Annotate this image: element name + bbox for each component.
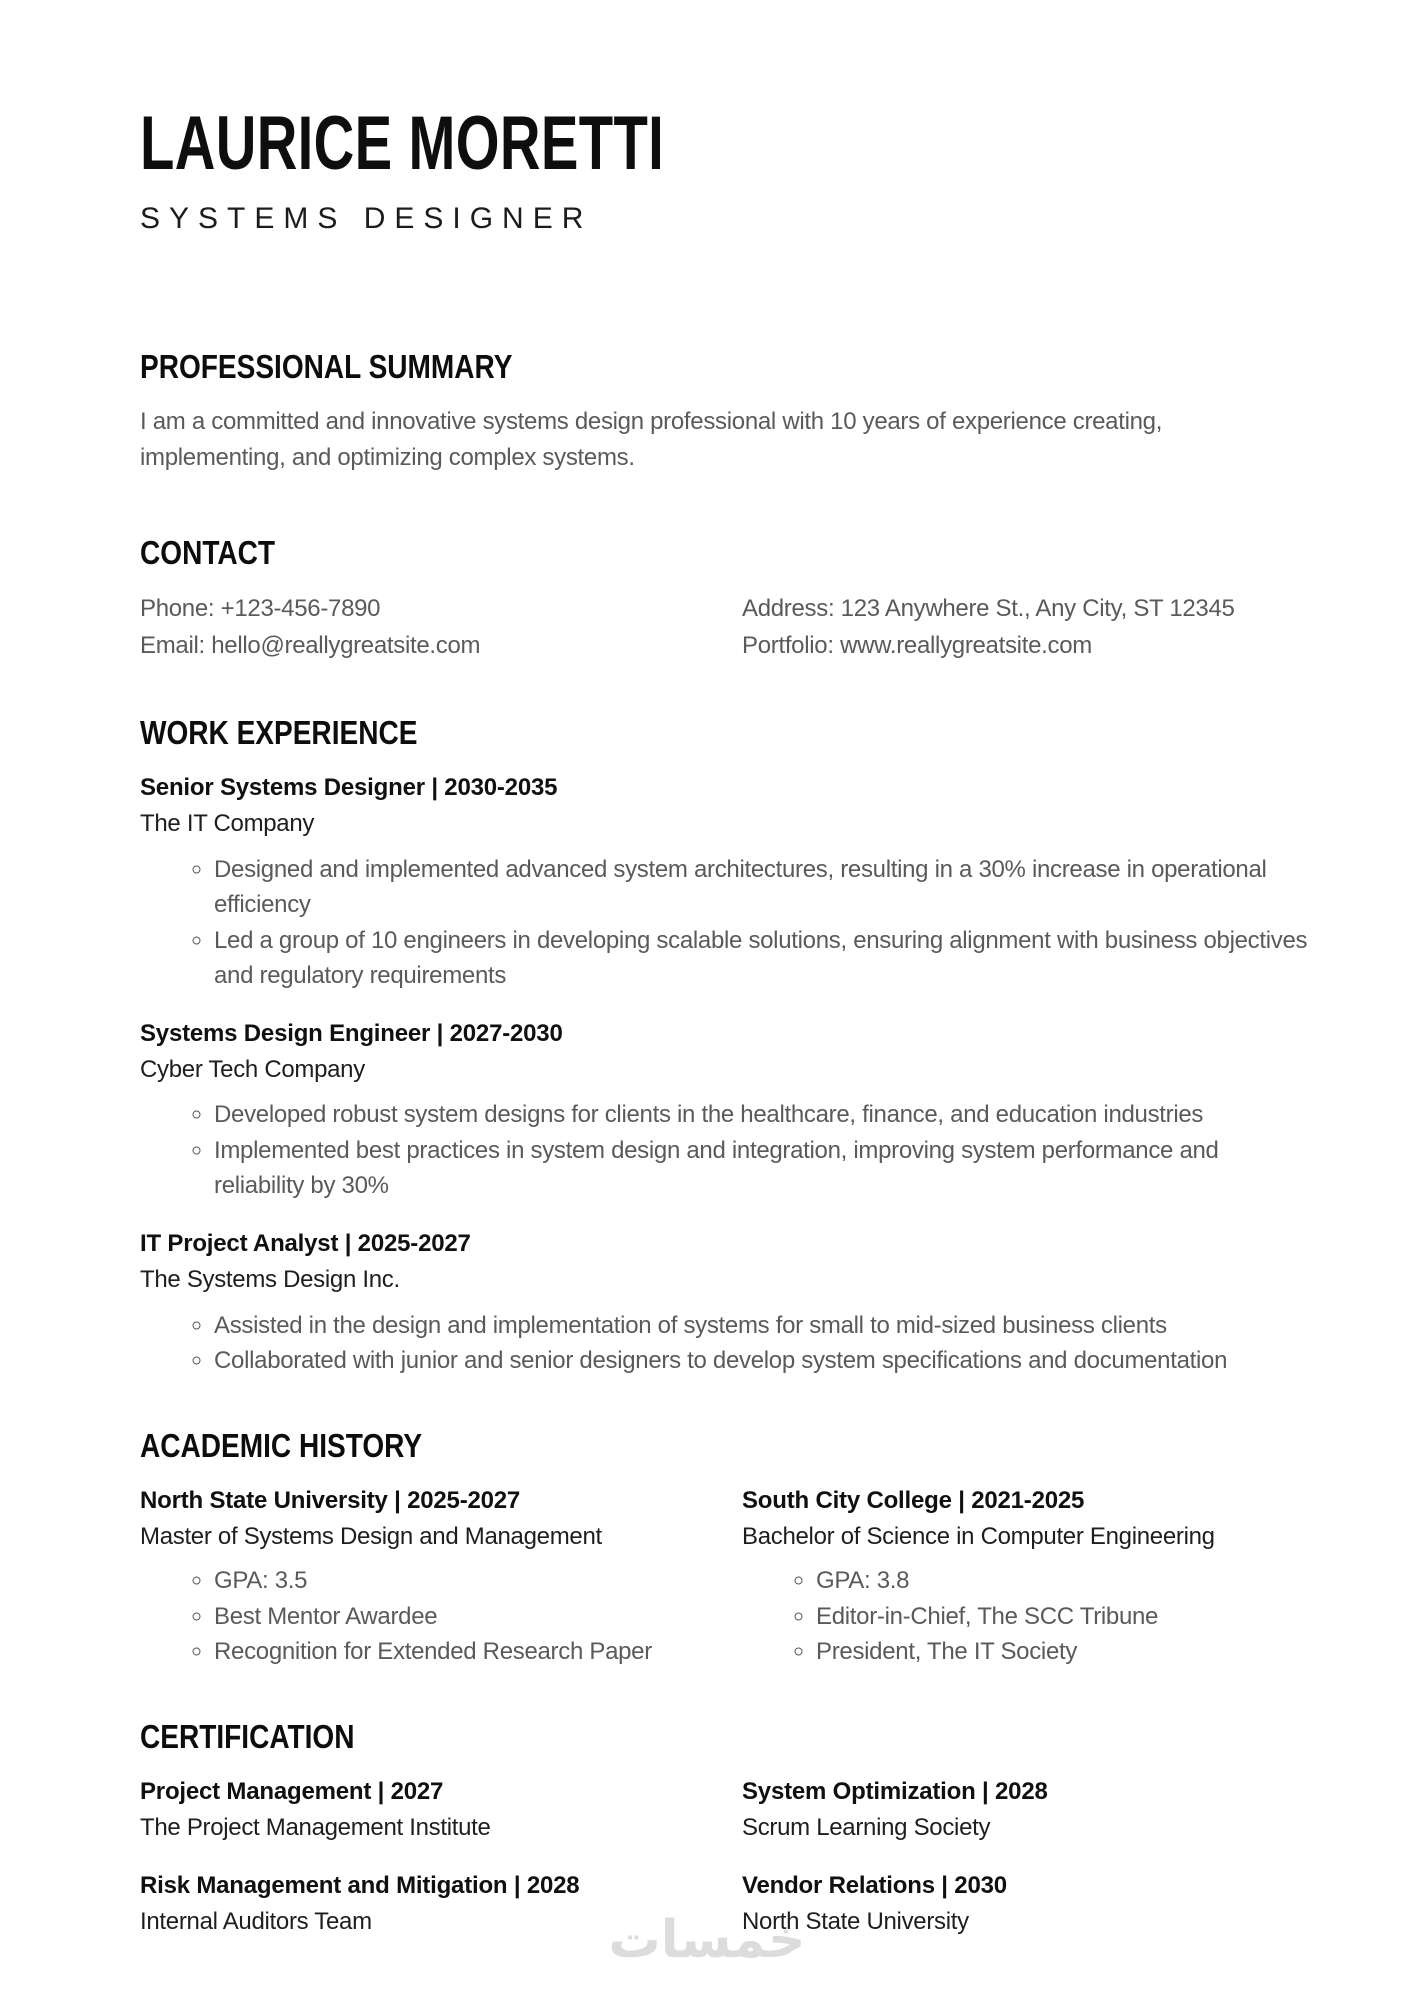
section-professional-summary — [140, 348, 1314, 476]
contact-heading: CONTACT — [140, 533, 276, 571]
section-certification — [140, 1718, 1314, 1939]
cert-title: Vendor Relations | 2030 — [742, 1872, 1007, 1900]
academic-grid — [140, 1485, 1314, 1670]
job-company: The Systems Design Inc. — [140, 1266, 400, 1294]
job-title: Systems Design Engineer | 2027-2030 — [140, 1019, 563, 1047]
certification-heading: CERTIFICATION — [140, 1717, 355, 1755]
cert-org: North State University — [742, 1908, 969, 1936]
cert-entry — [742, 1776, 1314, 1845]
school-title: South City College | 2021-2025 — [742, 1486, 1085, 1514]
contact-column-right — [742, 590, 1314, 664]
section-academic-history — [140, 1427, 1314, 1670]
khamsat-watermark: خمسات — [608, 1910, 806, 1970]
contact-column-left — [140, 590, 742, 664]
section-contact — [140, 534, 1314, 664]
contact-email: Email: hello@reallygreatsite.com — [140, 632, 481, 660]
school-entry — [742, 1485, 1314, 1670]
cert-org: The Project Management Institute — [140, 1813, 491, 1841]
cert-title: System Optimization | 2028 — [742, 1777, 1048, 1805]
school-bullet: ◦ Editor-in-Chief, The SCC Tribune — [816, 1599, 1314, 1635]
school-entry — [140, 1485, 742, 1670]
summary-text — [140, 404, 1314, 476]
cert-title: Risk Management and Mitigation | 2028 — [140, 1872, 580, 1900]
job-bullet: ◦ Collaborated with junior and senior designers to develop system specifications and documentation — [214, 1343, 1314, 1379]
academic-heading: ACADEMIC HISTORY — [140, 1426, 423, 1464]
job-title: Senior Systems Designer | 2030-2035 — [140, 774, 558, 802]
school-bullets — [742, 1563, 1314, 1670]
job-bullet: ◦ Developed robust system designs for clients in the healthcare, finance, and education industries — [214, 1097, 1314, 1133]
school-bullet: ◦ Recognition for Extended Research Paper — [214, 1634, 742, 1670]
summary-line: implementing, and optimizing complex systems. — [140, 443, 635, 471]
person-name: LAURICE MORETTI — [140, 101, 665, 186]
school-degree: Bachelor of Science in Computer Engineering — [742, 1522, 1215, 1550]
contact-address: Address: 123 Anywhere St., Any City, ST 12345 — [742, 594, 1235, 622]
contact-grid — [140, 590, 1314, 664]
school-bullets — [140, 1563, 742, 1670]
work-heading: WORK EXPERIENCE — [140, 714, 418, 752]
school-degree: Master of Systems Design and Management — [140, 1522, 602, 1550]
cert-org: Scrum Learning Society — [742, 1813, 991, 1841]
job-bullets — [140, 852, 1314, 994]
job-company: Cyber Tech Company — [140, 1056, 365, 1084]
school-bullet: ◦ President, The IT Society — [816, 1634, 1314, 1670]
job-bullets — [140, 1097, 1314, 1204]
job-bullet: ◦ Designed and implemented advanced system architectures, resulting in a 30% increase in operational efficiency — [214, 852, 1314, 923]
job-entry — [140, 772, 1314, 994]
job-bullet: ◦ Implemented best practices in system design and integration, improving system performance and reliability by 30% — [214, 1133, 1314, 1204]
person-role: SYSTEMS DESIGNER — [140, 202, 593, 235]
job-company: The IT Company — [140, 810, 315, 838]
school-bullet: ◦ GPA: 3.5 — [214, 1563, 742, 1599]
contact-portfolio: Portfolio: www.reallygreatsite.com — [742, 632, 1092, 660]
job-title: IT Project Analyst | 2025-2027 — [140, 1229, 471, 1257]
job-bullet: ◦ Led a group of 10 engineers in developing scalable solutions, ensuring alignment with business objectives and regulatory requirements — [214, 923, 1314, 994]
summary-heading: PROFESSIONAL SUMMARY — [140, 348, 513, 385]
cert-org: Internal Auditors Team — [140, 1908, 372, 1936]
contact-phone: Phone: +123-456-7890 — [140, 594, 381, 622]
school-bullet: ◦ GPA: 3.8 — [816, 1563, 1314, 1599]
summary-line: I am a committed and innovative systems design professional with 10 years of experience creating, — [140, 407, 1163, 435]
school-title: North State University | 2025-2027 — [140, 1486, 521, 1514]
job-entry — [140, 1228, 1314, 1379]
job-bullet: ◦ Assisted in the design and implementation of systems for small to mid-sized business clients — [214, 1308, 1314, 1344]
job-entry — [140, 1018, 1314, 1204]
cert-entry — [140, 1776, 742, 1845]
job-bullets — [140, 1308, 1314, 1379]
cert-title: Project Management | 2027 — [140, 1777, 444, 1805]
school-bullet: ◦ Best Mentor Awardee — [214, 1599, 742, 1635]
section-work-experience — [140, 714, 1314, 1378]
header — [140, 101, 1314, 236]
